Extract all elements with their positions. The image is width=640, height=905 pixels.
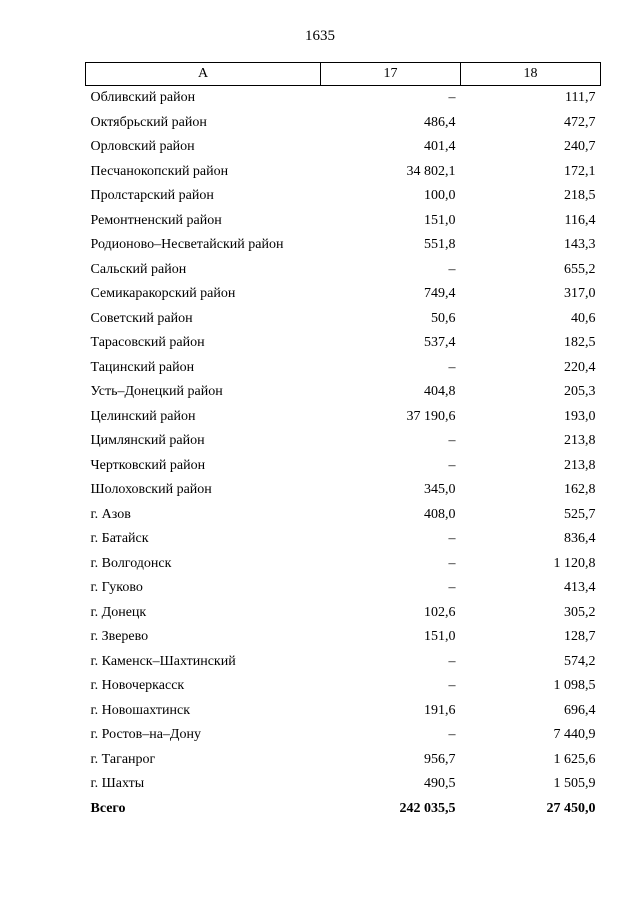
- row-name: Цимлянский район: [90, 433, 205, 448]
- value-col-18: 162,8: [564, 482, 596, 497]
- value-col-17: –: [448, 261, 456, 277]
- row-name: Тарасовский район: [90, 335, 205, 350]
- value-col-17: 191,6: [424, 702, 456, 718]
- row-name: г. Каменск–Шахтинский: [90, 653, 236, 669]
- table-row: [86, 625, 601, 650]
- value-col-17: 486,4: [424, 114, 456, 130]
- table-header: [86, 63, 601, 86]
- value-col-18: 172,1: [564, 163, 596, 179]
- table-row: [86, 380, 601, 405]
- table-row: [86, 772, 601, 797]
- value-col-17: 151,0: [424, 212, 456, 228]
- row-name: Чертковский район: [90, 457, 206, 473]
- value-col-17: 34 802,1: [406, 163, 456, 179]
- value-col-17: 490,5: [424, 776, 456, 791]
- value-col-18: 1 505,9: [553, 776, 596, 791]
- total-label: Всего: [90, 800, 126, 816]
- value-col-18: 128,7: [564, 629, 596, 644]
- table-row: [86, 552, 601, 577]
- row-name: г. Новошахтинск: [90, 702, 191, 718]
- table-row: [86, 258, 601, 283]
- table-row: [86, 503, 601, 528]
- value-col-18: 116,4: [564, 212, 596, 228]
- value-col-18: 1 625,6: [553, 751, 596, 767]
- row-name: Обливский район: [90, 90, 196, 105]
- table-row: [86, 307, 601, 332]
- table-row: [86, 282, 601, 307]
- table-row: [86, 209, 601, 234]
- value-col-17: 749,4: [424, 286, 456, 301]
- table-row: [86, 184, 601, 209]
- value-col-17: –: [448, 678, 456, 693]
- total-row: [86, 797, 601, 822]
- table-row: [86, 135, 601, 160]
- value-col-17: –: [448, 433, 456, 448]
- value-col-18: 193,0: [564, 408, 596, 424]
- value-col-18: 305,2: [564, 604, 596, 620]
- header-row: [86, 63, 601, 86]
- value-col-17: –: [448, 555, 456, 571]
- value-col-17: –: [448, 531, 456, 546]
- value-col-17: 345,0: [424, 482, 456, 497]
- row-name: Родионово–Несветайский район: [90, 237, 284, 252]
- value-col-17: 50,6: [431, 310, 456, 326]
- row-name: Песчанокопский район: [90, 163, 229, 179]
- value-col-17: 100,0: [424, 188, 456, 203]
- value-col-17: –: [448, 580, 456, 595]
- table-row: [86, 454, 601, 479]
- row-name: г. Новочеркасск: [90, 678, 185, 693]
- value-col-18: 317,0: [564, 286, 596, 301]
- table-row: [86, 429, 601, 454]
- value-col-18: 696,4: [564, 702, 596, 718]
- value-col-18: 40,6: [571, 310, 596, 326]
- value-col-18: 525,7: [564, 506, 596, 522]
- value-col-18: 655,2: [564, 261, 596, 277]
- value-col-17: –: [448, 457, 456, 473]
- table-row: [86, 527, 601, 552]
- value-col-18: 836,4: [564, 531, 596, 546]
- row-name: г. Донецк: [90, 604, 147, 620]
- row-name: г. Ростов–на–Дону: [90, 727, 201, 742]
- table-row: [86, 576, 601, 601]
- row-name: г. Шахты: [90, 776, 145, 791]
- table-row: [86, 723, 601, 748]
- value-col-18: 213,8: [564, 457, 596, 473]
- row-name: Ремонтненский район: [90, 212, 222, 228]
- value-col-18: 143,3: [564, 237, 596, 252]
- table-row: [86, 478, 601, 503]
- value-col-18: 111,7: [565, 90, 596, 105]
- row-name: г. Зверево: [90, 629, 149, 644]
- value-col-18: 7 440,9: [553, 727, 596, 742]
- data-table: [85, 62, 601, 821]
- row-name: г. Азов: [90, 506, 131, 522]
- value-col-18: 205,3: [564, 384, 596, 399]
- table-row: [86, 86, 601, 111]
- value-col-18: 413,4: [564, 580, 596, 595]
- value-col-17: 537,4: [424, 335, 456, 350]
- row-name: Орловский район: [90, 139, 195, 154]
- row-name: г. Гуково: [90, 580, 143, 595]
- total-value-col-17: 242 035,5: [399, 800, 456, 816]
- value-col-17: 37 190,6: [406, 408, 456, 424]
- value-col-17: –: [448, 727, 456, 742]
- table-row: [86, 233, 601, 258]
- table-row: [86, 331, 601, 356]
- total-value-col-18: 27 450,0: [546, 800, 596, 816]
- value-col-17: –: [448, 653, 456, 669]
- table-row: [86, 650, 601, 675]
- value-col-17: 151,0: [424, 629, 456, 644]
- value-col-17: –: [448, 359, 456, 375]
- value-col-17: 102,6: [424, 604, 456, 620]
- row-name: г. Батайск: [90, 531, 149, 546]
- row-name: Шолоховский район: [90, 482, 212, 497]
- value-col-18: 240,7: [564, 139, 596, 154]
- value-col-18: 218,5: [564, 188, 596, 203]
- row-name: Пролстарский район: [90, 188, 214, 203]
- header-cell-a: А: [86, 63, 321, 86]
- table-row: [86, 356, 601, 381]
- row-name: Октябрьский район: [90, 114, 207, 130]
- value-col-17: 956,7: [424, 751, 456, 767]
- value-col-18: 1 120,8: [553, 555, 596, 571]
- value-col-17: –: [448, 90, 456, 105]
- value-col-17: 404,8: [424, 384, 456, 399]
- table-row: [86, 674, 601, 699]
- table-row: [86, 405, 601, 430]
- value-col-18: 1 098,5: [553, 678, 596, 693]
- row-name: г. Таганрог: [90, 751, 156, 767]
- table-row: [86, 699, 601, 724]
- value-col-17: 551,8: [424, 237, 456, 252]
- row-name: Семикаракорский район: [90, 286, 236, 301]
- row-name: г. Волгодонск: [90, 555, 172, 571]
- header-cell-17: 17: [321, 63, 461, 86]
- row-name: Целинский район: [90, 408, 196, 424]
- row-name: Усть–Донецкий район: [90, 384, 223, 399]
- value-col-18: 574,2: [564, 653, 596, 669]
- row-name: Советский район: [90, 310, 193, 326]
- value-col-18: 220,4: [564, 359, 596, 375]
- value-col-17: 401,4: [424, 139, 456, 154]
- header-cell-18: 18: [461, 63, 601, 86]
- table-row: [86, 748, 601, 773]
- value-col-18: 472,7: [564, 114, 596, 130]
- value-col-18: 213,8: [564, 433, 596, 448]
- page-number: 1635: [305, 28, 335, 44]
- value-col-18: 182,5: [564, 335, 596, 350]
- value-col-17: 408,0: [424, 506, 456, 522]
- table-row: [86, 111, 601, 136]
- row-name: Сальский район: [90, 261, 187, 277]
- table-row: [86, 601, 601, 626]
- row-name: Тацинский район: [90, 359, 195, 375]
- table-row: [86, 160, 601, 185]
- table-body: [86, 86, 601, 822]
